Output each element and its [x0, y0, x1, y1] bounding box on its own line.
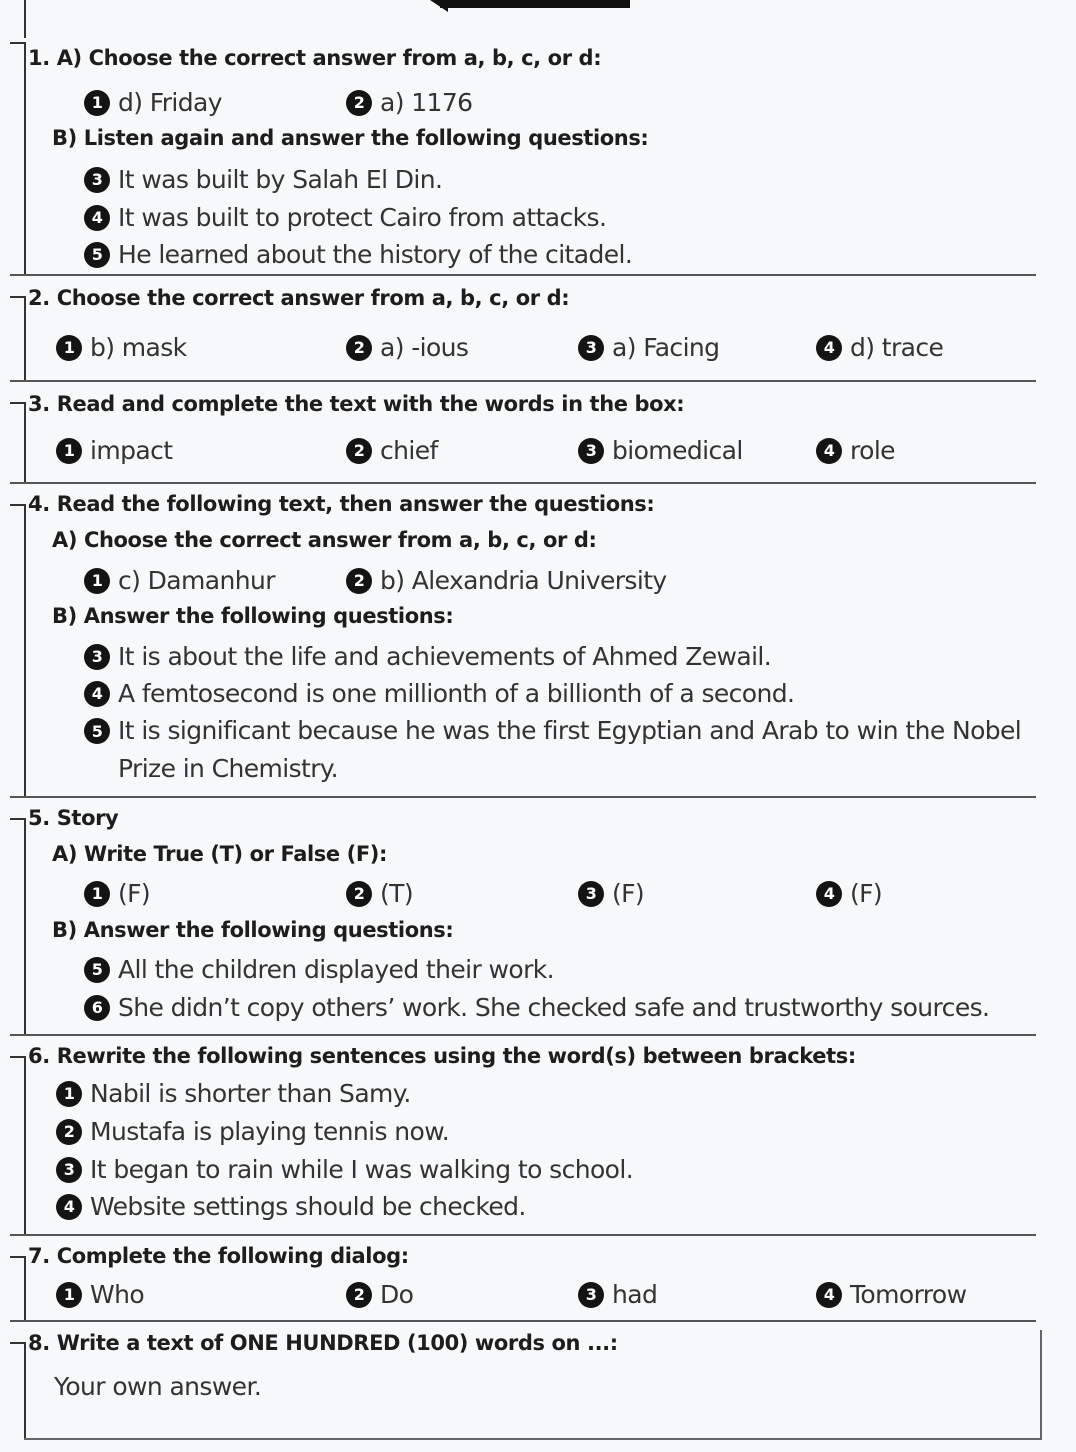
answer-text: Mustafa is playing tennis now. — [90, 1117, 450, 1146]
answer-text: Do — [380, 1280, 414, 1309]
answer-text: (F) — [850, 879, 883, 908]
number-badge: 2 — [346, 90, 372, 116]
number-badge: 3 — [578, 335, 604, 361]
section-4-subheading-b: B) Answer the following questions: — [52, 604, 454, 628]
number-badge: 3 — [56, 1157, 82, 1183]
top-rule — [24, 0, 26, 38]
answer-text: d) Friday — [118, 88, 222, 117]
section-bar — [24, 1056, 26, 1236]
answer-item — [54, 1372, 261, 1401]
answer-text: a) Facing — [612, 333, 720, 362]
answer-item — [346, 1280, 413, 1309]
header-bar — [440, 0, 630, 8]
answer-item — [56, 1117, 449, 1146]
section-bar — [24, 818, 26, 1036]
answer-text: biomedical — [612, 436, 743, 465]
number-badge: 4 — [816, 1282, 842, 1308]
answer-item — [84, 566, 275, 595]
number-badge: 4 — [56, 1194, 82, 1220]
section-1-heading: 1. A) Choose the correct answer from a, b, c, or d: — [28, 46, 602, 70]
answer-item — [346, 566, 667, 595]
section-tick — [10, 42, 24, 44]
number-badge: 1 — [84, 568, 110, 594]
section-1 — [10, 38, 1036, 274]
section-7-heading: 7. Complete the following dialog: — [28, 1244, 409, 1268]
answer-item — [816, 333, 943, 362]
answer-item — [84, 879, 150, 908]
section-tick — [10, 402, 24, 404]
section-5-heading: 5. Story — [28, 806, 119, 830]
answer-text: All the children displayed their work. — [118, 955, 554, 984]
number-badge: 4 — [84, 681, 110, 707]
section-tick — [10, 1056, 24, 1058]
answer-text: She didn’t copy others’ work. She checked safe and trustworthy sources. — [118, 993, 990, 1022]
number-badge: 2 — [56, 1119, 82, 1145]
number-badge: 2 — [346, 438, 372, 464]
section-tick — [10, 504, 24, 506]
answer-item — [578, 333, 719, 362]
number-badge: 5 — [84, 957, 110, 983]
number-badge: 5 — [84, 242, 110, 268]
answer-item — [84, 642, 771, 671]
number-badge: 4 — [816, 881, 842, 907]
number-badge: 3 — [578, 881, 604, 907]
section-5-subheading-a: A) Write True (T) or False (F): — [52, 842, 387, 866]
answer-item — [346, 879, 413, 908]
answer-text: It was built to protect Cairo from attacks. — [118, 203, 607, 232]
answer-item — [346, 436, 438, 465]
number-badge: 4 — [84, 205, 110, 231]
section-bar — [24, 504, 26, 798]
answer-item — [84, 993, 989, 1022]
answer-item — [56, 333, 187, 362]
answer-item — [346, 88, 472, 117]
answer-item — [578, 879, 644, 908]
answer-text: b) Alexandria University — [380, 566, 667, 595]
answer-text: a) 1176 — [380, 88, 473, 117]
answer-item — [56, 1192, 526, 1221]
answer-item — [84, 679, 794, 708]
number-badge: 1 — [56, 1081, 82, 1107]
section-6-heading: 6. Rewrite the following sentences using the word(s) between brackets: — [28, 1044, 856, 1068]
answer-item — [56, 1155, 633, 1184]
answer-item — [816, 879, 882, 908]
answer-item — [578, 436, 743, 465]
number-badge: 1 — [84, 90, 110, 116]
section-tick — [10, 1342, 24, 1344]
answer-text: He learned about the history of the citadel. — [118, 240, 633, 269]
number-badge: 3 — [578, 1282, 604, 1308]
answer-item — [346, 333, 468, 362]
section-tick — [10, 296, 24, 298]
answer-item — [84, 88, 222, 117]
answer-text: Website settings should be checked. — [90, 1192, 526, 1221]
number-badge: 4 — [816, 335, 842, 361]
section-3-heading: 3. Read and complete the text with the words in the box: — [28, 392, 685, 416]
number-badge: 2 — [346, 568, 372, 594]
answer-text: had — [612, 1280, 658, 1309]
number-badge: 1 — [56, 335, 82, 361]
answer-text: (F) — [612, 879, 645, 908]
answer-item — [816, 1280, 966, 1309]
section-5-subheading-b: B) Answer the following questions: — [52, 918, 454, 942]
section-4-subheading-a: A) Choose the correct answer from a, b, c, or d: — [52, 528, 597, 552]
answer-text: d) trace — [850, 333, 944, 362]
answer-text: role — [850, 436, 895, 465]
answer-item — [84, 165, 442, 194]
number-badge: 2 — [346, 1282, 372, 1308]
section-8-heading: 8. Write a text of ONE HUNDRED (100) words on ...: — [28, 1331, 618, 1355]
answer-item — [56, 436, 172, 465]
answer-text: It began to rain while I was walking to school. — [90, 1155, 634, 1184]
section-bar — [24, 296, 26, 382]
answer-item — [84, 203, 606, 232]
section-2-heading: 2. Choose the correct answer from a, b, c, or d: — [28, 286, 570, 310]
answer-text: It was built by Salah El Din. — [118, 165, 443, 194]
answer-item — [84, 240, 632, 269]
section-tick — [10, 1256, 24, 1258]
number-badge: 2 — [346, 881, 372, 907]
answer-text: (T) — [380, 879, 413, 908]
answer-item — [56, 1280, 144, 1309]
number-badge: 1 — [56, 1282, 82, 1308]
answer-text: Your own answer. — [54, 1372, 262, 1401]
answer-item — [578, 1280, 657, 1309]
number-badge: 1 — [56, 438, 82, 464]
answer-item — [816, 436, 895, 465]
section-bar — [24, 42, 26, 274]
answer-text: Tomorrow — [850, 1280, 967, 1309]
number-badge: 1 — [84, 881, 110, 907]
answer-text: a) -ious — [380, 333, 469, 362]
number-badge: 4 — [816, 438, 842, 464]
section-bar — [24, 402, 26, 484]
answer-text: Who — [90, 1280, 145, 1309]
section-bar — [24, 1256, 26, 1322]
section-tick — [10, 818, 24, 820]
answer-text: b) mask — [90, 333, 187, 362]
number-badge: 6 — [84, 995, 110, 1021]
section-1-subheading: B) Listen again and answer the following questions: — [52, 126, 649, 150]
answer-text: chief — [380, 436, 438, 465]
number-badge: 2 — [346, 335, 372, 361]
number-badge: 3 — [578, 438, 604, 464]
answer-text: A femtosecond is one millionth of a billionth of a second. — [118, 679, 795, 708]
number-badge: 3 — [84, 167, 110, 193]
section-4-heading: 4. Read the following text, then answer the questions: — [28, 492, 655, 516]
answer-text: (F) — [118, 879, 151, 908]
answer-item — [56, 1079, 411, 1108]
number-badge: 3 — [84, 644, 110, 670]
number-badge: 5 — [84, 718, 110, 744]
answer-text: It is significant because he was the first Egyptian and Arab to win the Nobel Prize in Chemistry. — [118, 716, 1022, 783]
answer-text: impact — [90, 436, 173, 465]
answer-item — [84, 955, 554, 984]
answer-text: c) Damanhur — [118, 566, 275, 595]
answer-item — [84, 712, 1034, 788]
answer-text: Nabil is shorter than Samy. — [90, 1079, 411, 1108]
answer-text: It is about the life and achievements of Ahmed Zewail. — [118, 642, 772, 671]
